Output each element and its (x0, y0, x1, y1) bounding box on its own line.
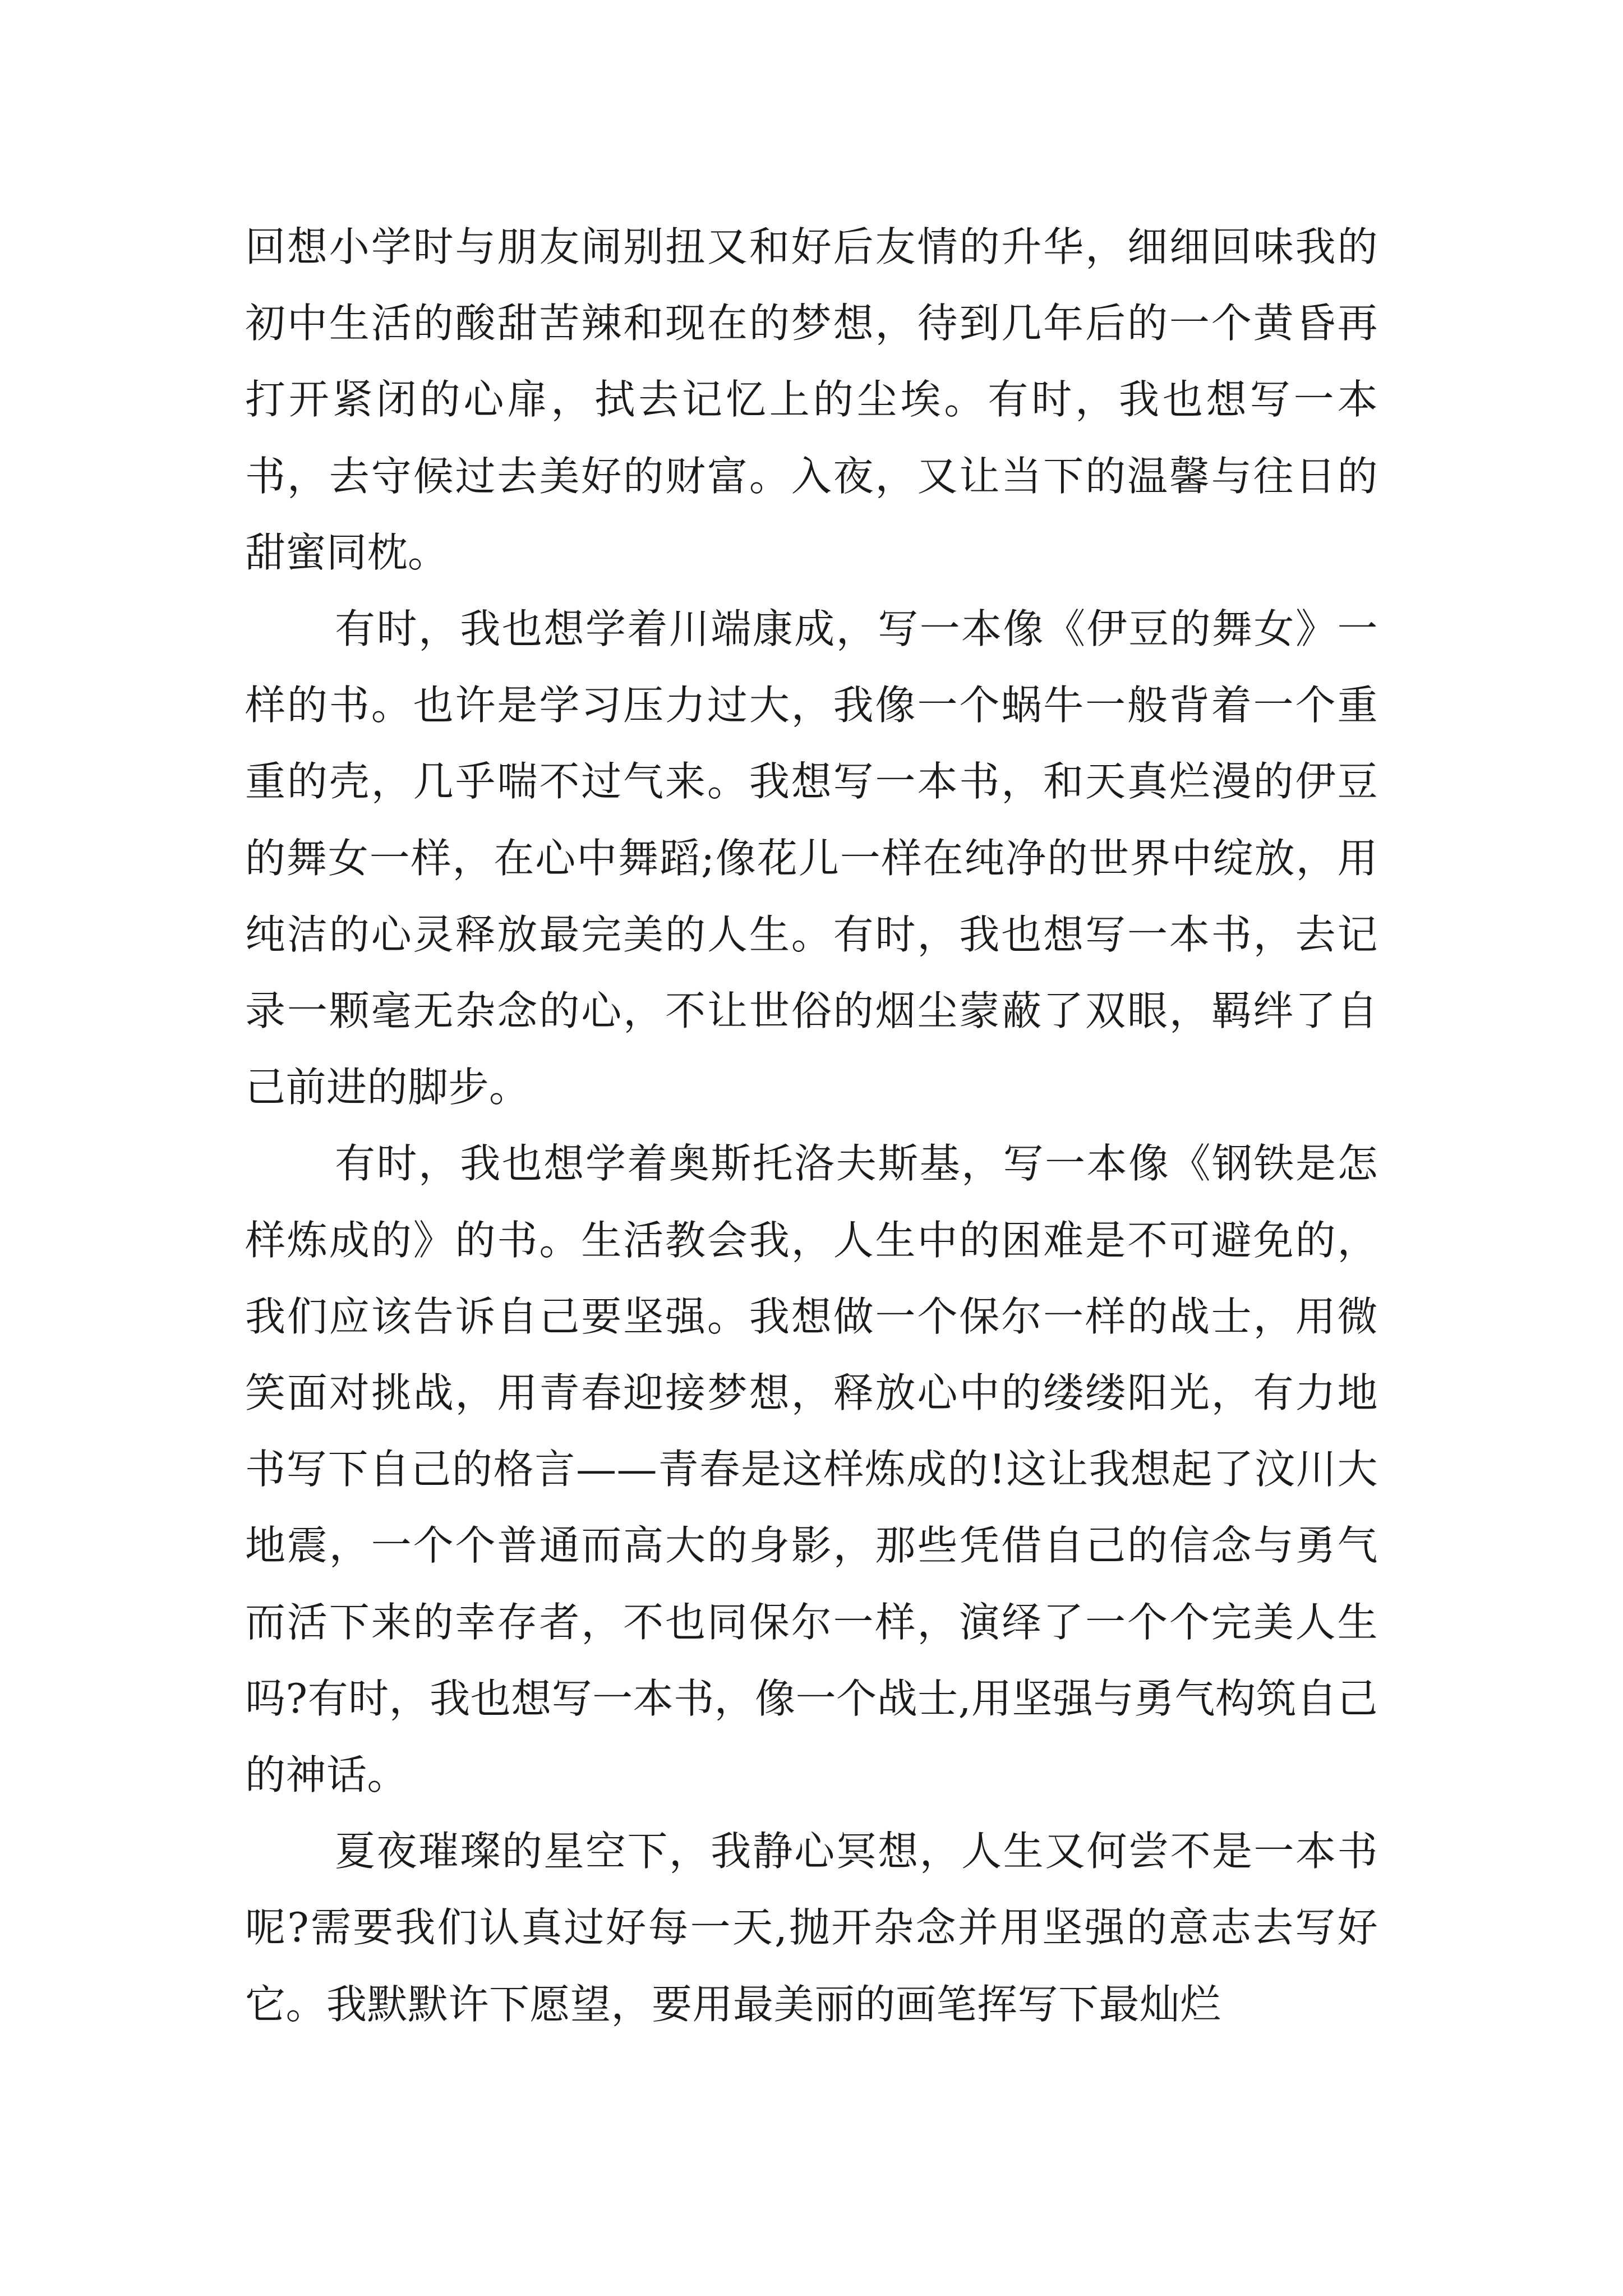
paragraph-2: 有时，我也想学着川端康成，写一本像《伊豆的舞女》一样的书。也许是学习压力过大，我像一个蜗牛一般背着一个重重的壳，几乎喘不过气来。我想写一本书，和天真烂漫的伊豆的舞女一样，在心中舞蹈;像花儿一样在纯净的世界中绽放，用纯洁的心灵释放最完美的人生。有时，我也想写一本书，去记录一颗毫无杂念的心，不让世俗的烟尘蒙蔽了双眼，羁绊了自己前进的脚步。 (245, 605, 1378, 1111)
paragraph-3: 有时，我也想学着奥斯托洛夫斯基，写一本像《钢铁是怎样炼成的》的书。生活教会我，人生中的困难是不可避免的，我们应该告诉自己要坚强。我想做一个保尔一样的战士，用微笑面对挑战，用青春迎接梦想，释放心中的缕缕阳光，有力地书写下自己的格言——青春是这样炼成的!这让我想起了汶川大地震，一个个普通而高大的身影，那些凭借自己的信念与勇气而活下来的幸存者，不也同保尔一样，演绎了一个个完美人生吗?有时，我也想写一本书，像一个战士,用坚强与勇气构筑自己的神话。 (245, 1140, 1378, 1799)
paragraph-4: 夏夜璀璨的星空下，我静心冥想，人生又何尝不是一本书呢?需要我们认真过好每一天,抛开杂念并用坚强的意志去写好它。我默默许下愿望，要用最美丽的画笔挥写下最灿烂 (245, 1828, 1378, 2028)
paragraph-1: 回想小学时与朋友闹别扭又和好后友情的升华，细细回味我的初中生活的酸甜苦辣和现在的梦想，待到几年后的一个黄昏再打开紧闭的心扉，拭去记忆上的尘埃。有时，我也想写一本书，去守候过去美好的财富。入夜，又让当下的温馨与往日的甜蜜同枕。 (245, 223, 1378, 576)
document-body (245, 209, 1378, 2042)
